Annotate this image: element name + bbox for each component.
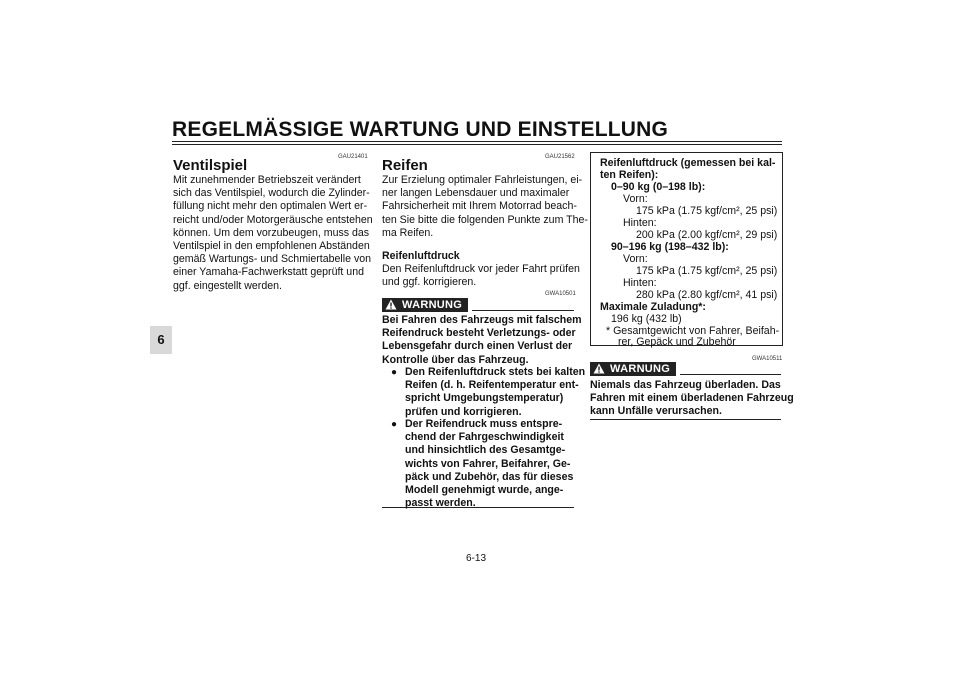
subheading-reifenluftdruck: Reifenluftdruck xyxy=(382,250,460,262)
text-line: päck und Zubehör, das für dieses xyxy=(405,470,574,483)
text-line: Bei Fahren des Fahrzeugs mit falschem xyxy=(382,314,582,326)
spec-range: 0–90 kg (0–198 lb): xyxy=(611,181,706,193)
text-line: Der Reifendruck muss entspre- xyxy=(405,418,563,430)
text-line: prüfen und korrigieren. xyxy=(405,405,522,418)
spec-max-load-label: Maximale Zuladung*: xyxy=(600,301,706,313)
text-line: gemäß Wartungs- und Schmiertabelle von xyxy=(173,253,372,266)
text-line: Modell genehmigt wurde, ange- xyxy=(405,484,564,497)
spec-max-load-value: 196 kg (432 lb) xyxy=(611,313,682,325)
spec-label: Vorn: xyxy=(623,253,648,265)
warning-text xyxy=(382,314,582,367)
text-line: reicht und/oder Motorgeräusche entstehen xyxy=(173,213,373,226)
header-rule xyxy=(172,141,782,142)
text-line: passt werden. xyxy=(405,497,476,510)
text-line: Niemals das Fahrzeug überladen. Das xyxy=(590,379,781,391)
warning-bullet-2 xyxy=(405,418,573,510)
text-line: Reifen (d. h. Reifentemperatur ent- xyxy=(405,379,579,392)
warning-rule xyxy=(680,374,781,375)
text-line: und hinsichtlich des Gesamtge- xyxy=(405,444,566,457)
spec-value: 175 kPa (1.75 kgf/cm², 25 psi) xyxy=(636,265,778,277)
text-line: Lebensgefahr durch einen Verlust der xyxy=(382,340,573,353)
reifen-text xyxy=(382,174,588,240)
warning-end-rule xyxy=(590,419,781,420)
warning-triangle-icon xyxy=(385,299,397,310)
text-line: Den Reifenluftdruck vor jeder Fahrt prüfen xyxy=(382,263,580,275)
warning-triangle-icon xyxy=(593,363,605,374)
text-line: füllung nicht mehr den optimalen Wert er- xyxy=(173,200,368,213)
warning-code: GWA10511 xyxy=(752,356,783,362)
text-line: Fahren mit einem überladenen Fahrzeug xyxy=(590,392,794,405)
bullet-icon: ● xyxy=(391,419,398,430)
spec-footnote: * Gesamtgewicht von Fahrer, Beifah- xyxy=(606,325,780,337)
section-heading-ventilspiel: Ventilspiel xyxy=(173,157,248,174)
chapter-tab: 6 xyxy=(150,326,172,354)
text-line: ggf. eingestellt werden. xyxy=(173,279,282,292)
warning-code: GWA10501 xyxy=(545,291,576,297)
page-title: REGELMÄSSIGE WARTUNG UND EINSTELLUNG xyxy=(172,118,669,141)
spec-title: ten Reifen): xyxy=(600,169,659,181)
text-line: Reifendruck besteht Verletzungs- oder xyxy=(382,327,576,340)
warning-badge xyxy=(590,361,676,379)
text-line: kann Unfälle verursachen. xyxy=(590,405,722,418)
page-number: 6-13 xyxy=(466,553,487,564)
warning-label: WARNUNG xyxy=(402,298,463,311)
text-line: einer Yamaha-Fachwerkstatt geprüft und xyxy=(173,266,364,279)
spec-value: 280 kPa (2.80 kgf/cm², 41 psi) xyxy=(636,289,778,301)
text-line: ma Reifen. xyxy=(382,226,434,239)
spec-label: Hinten: xyxy=(623,217,657,229)
spec-label: Vorn: xyxy=(623,193,648,205)
bullet-icon: ● xyxy=(391,367,398,378)
text-line: und ggf. korrigieren. xyxy=(382,276,477,289)
text-line: ner langen Lebensdauer und maximaler xyxy=(382,187,570,200)
warning-rule xyxy=(472,310,574,311)
text-line: chend der Fahrgeschwindigkeit xyxy=(405,431,564,444)
spec-footnote: rer, Gepäck und Zubehör xyxy=(618,336,736,348)
header-rule-thin xyxy=(172,144,782,145)
text-line: wichts von Fahrer, Beifahrer, Ge- xyxy=(405,457,571,470)
text-line: Fahrsicherheit mit Ihrem Motorrad beach- xyxy=(382,200,577,213)
section-code: GAU21401 xyxy=(338,154,368,160)
spec-range: 90–196 kg (198–432 lb): xyxy=(611,241,729,253)
warning-bullet-1 xyxy=(405,366,585,419)
section-heading-reifen: Reifen xyxy=(382,157,428,174)
ventilspiel-text xyxy=(173,174,373,293)
reifenluftdruck-text xyxy=(382,263,580,289)
text-line: spricht Umgebungstemperatur) xyxy=(405,392,564,405)
warning-label: WARNUNG xyxy=(610,362,671,375)
text-line: sich das Ventilspiel, wodurch die Zylinder- xyxy=(173,187,370,200)
text-line: Mit zunehmender Betriebszeit verändert xyxy=(173,174,361,186)
overload-warning-text xyxy=(590,379,794,419)
tire-pressure-spec-box xyxy=(590,152,783,346)
warning-end-rule xyxy=(382,507,574,508)
section-code: GAU21562 xyxy=(545,154,575,160)
text-line: Kontrolle über das Fahrzeug. xyxy=(382,353,529,366)
text-line: Ventilspiel in den empfohlenen Abständen xyxy=(173,240,370,253)
text-line: können. Um dem vorzubeugen, muss das xyxy=(173,226,370,239)
warning-badge xyxy=(382,297,468,315)
spec-value: 200 kPa (2.00 kgf/cm², 29 psi) xyxy=(636,229,778,241)
text-line: ten Sie bitte die folgenden Punkte zum The- xyxy=(382,213,588,226)
spec-value: 175 kPa (1.75 kgf/cm², 25 psi) xyxy=(636,205,778,217)
spec-label: Hinten: xyxy=(623,277,657,289)
text-line: Den Reifenluftdruck stets bei kalten xyxy=(405,366,586,378)
text-line: Zur Erzielung optimaler Fahrleistungen, ei- xyxy=(382,174,583,186)
spec-title: Reifenluftdruck (gemessen bei kal- xyxy=(600,157,776,169)
